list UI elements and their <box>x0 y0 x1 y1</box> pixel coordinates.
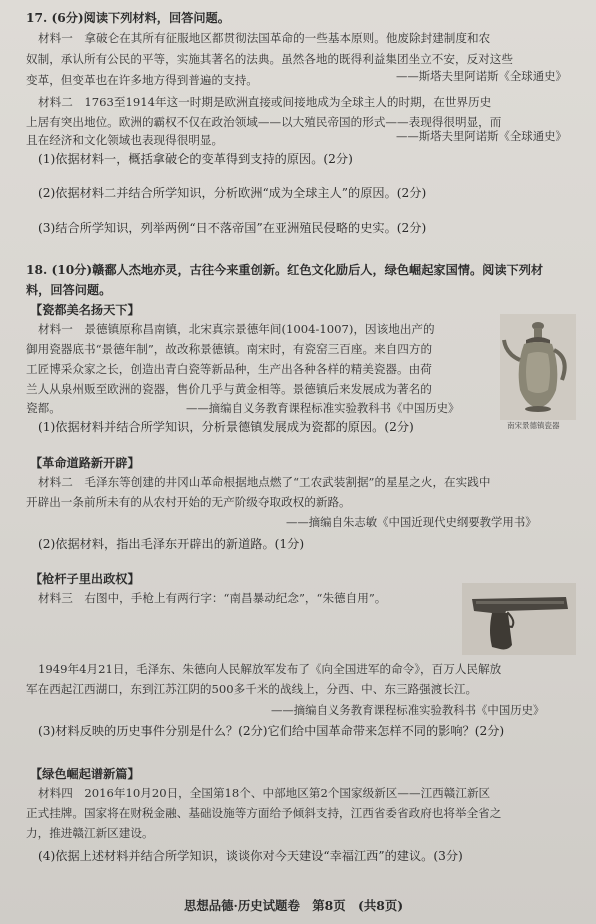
porcelain-ewer-caption: 南宋景德镇瓷器 <box>507 421 560 430</box>
q17-material-2-line: 材料二 1763至1914年这一时期是欧洲直接或间接地成为全球主人的时期，在世界历史 <box>38 95 492 109</box>
q18-material-3-source: ——摘编自义务教育课程标准实验教科书《中国历史》 <box>271 703 545 717</box>
q18-material-4-line: 材料四 2016年10月20日，全国第18个、中部地区第2个国家级新区——江西赣江新区 <box>38 786 491 800</box>
q18-material-3-line: 材料三 右图中，手枪上有两行字：“南昌暴动纪念”，“朱德自用”。 <box>38 591 387 605</box>
q17-material-2-line: 且在经济和文化领域也表现得很明显。 <box>26 133 224 147</box>
q18-material-2-line: 材料二 毛泽东等创建的井冈山革命根据地点燃了“工农武装割据”的星星之火，在实践中 <box>38 475 491 489</box>
q18-header-line: 料，回答问题。 <box>26 283 112 297</box>
q18-material-4-line: 正式挂牌。国家将在财税金融、基础设施等方面给予倾斜支持，江西省委省政府也将举全省之 <box>26 806 502 820</box>
q18-section-4-title: 【绿色崛起谱新篇】 <box>30 767 140 781</box>
q17-subquestion-2: (2)依据材料二并结合所学知识，分析欧洲“成为全球主人”的原因。(2分) <box>38 186 427 200</box>
porcelain-ewer-image <box>500 314 576 420</box>
q18-material-3b-line: 军在西起江西湖口，东到江苏江阴的500多千米的战线上，分西、中、东三路强渡长江。 <box>26 682 478 696</box>
q18-subquestion-2: (2)依据材料，指出毛泽东开辟出的新道路。(1分) <box>38 537 305 551</box>
q18-section-3-title: 【枪杆子里出政权】 <box>30 572 140 586</box>
q18-header-line: 18. (10分)赣鄱人杰地亦灵，古往今来重创新。红色文化励后人，绿色崛起家国情。阅读下列材 <box>26 263 544 277</box>
q18-material-3b-line: 1949年4月21日，毛泽东、朱德向人民解放军发布了《向全国进军的命令》，百万人民解放 <box>38 662 502 676</box>
q18-material-1-line: 材料一 景德镇原称昌南镇，北宋真宗景德年间(1004-1007)，因该地出产的 <box>38 322 435 336</box>
q18-subquestion-3: (3)材料反映的历史事件分别是什么？(2分)它们给中国革命带来怎样不同的影响？(2分) <box>38 724 505 738</box>
q18-material-4-line: 力，推进赣江新区建设。 <box>26 826 154 840</box>
page-footer: 思想品德·历史试题卷 第8页 (共8页) <box>184 898 404 913</box>
pistol-image <box>462 583 576 655</box>
q17-material-1-line: 变革，但变革也在许多地方得到普遍的支持。 <box>26 73 258 87</box>
q17-material-2-line: 上居有突出地位。欧洲的霸权不仅在政治领域——以大殖民帝国的形式——表现得很明显，而 <box>26 115 502 129</box>
q18-material-1-line: 兰人从泉州贩至欧洲的瓷器，售价几乎与黄金相等。景德镇后来发展成为著名的 <box>26 382 432 396</box>
q17-material-1-line: 材料一 拿破仑在其所有征服地区都贯彻法国革命的一些基本原则。他废除封建制度和农 <box>38 31 491 45</box>
q17-material-1-source: ——斯塔夫里阿诺斯《全球通史》 <box>396 69 567 83</box>
q17-material-2-source: ——斯塔夫里阿诺斯《全球通史》 <box>396 129 567 143</box>
q18-section-1-title: 【瓷都美名扬天下】 <box>30 303 140 317</box>
q18-material-1-line: 瓷都。 <box>26 401 61 415</box>
q18-subquestion-4: (4)依据上述材料并结合所学知识，谈谈你对今天建设“幸福江西”的建议。(3分) <box>38 849 463 863</box>
q18-material-1-line: 御用瓷器底书“景德年制”，故改称景德镇。南宋时，有瓷窑三百座。来自四方的 <box>26 342 433 356</box>
q18-section-2-title: 【革命道路新开辟】 <box>30 456 140 470</box>
q17-material-1-line: 奴制，承认所有公民的平等，实施其著名的法典。虽然各地的既得利益集团坐立不安，反对这些 <box>26 52 513 66</box>
q18-subquestion-1: (1)依据材料并结合所学知识，分析景德镇发展成为瓷都的原因。(2分) <box>38 420 414 434</box>
q18-material-1-line: 工匠博采众家之长，创造出青白瓷等新品种，生产出各种各样的精美瓷器。由荷 <box>26 362 432 376</box>
q18-material-2-source: ——摘编自朱志敏《中国近现代史纲要教学用书》 <box>286 515 537 529</box>
q18-material-1-source: ——摘编自义务教育课程标准实验教科书《中国历史》 <box>186 401 460 415</box>
q17-subquestion-1: (1)依据材料一，概括拿破仑的变革得到支持的原因。(2分) <box>38 152 353 166</box>
q18-material-2-line: 开辟出一条前所未有的从农村开始的无产阶级夺取政权的新路。 <box>26 495 351 509</box>
q17-header: 17. (6分)阅读下列材料，回答问题。 <box>26 11 230 25</box>
q17-subquestion-3: (3)结合所学知识，列举两例“日不落帝国”在亚洲殖民侵略的史实。(2分) <box>38 221 427 235</box>
